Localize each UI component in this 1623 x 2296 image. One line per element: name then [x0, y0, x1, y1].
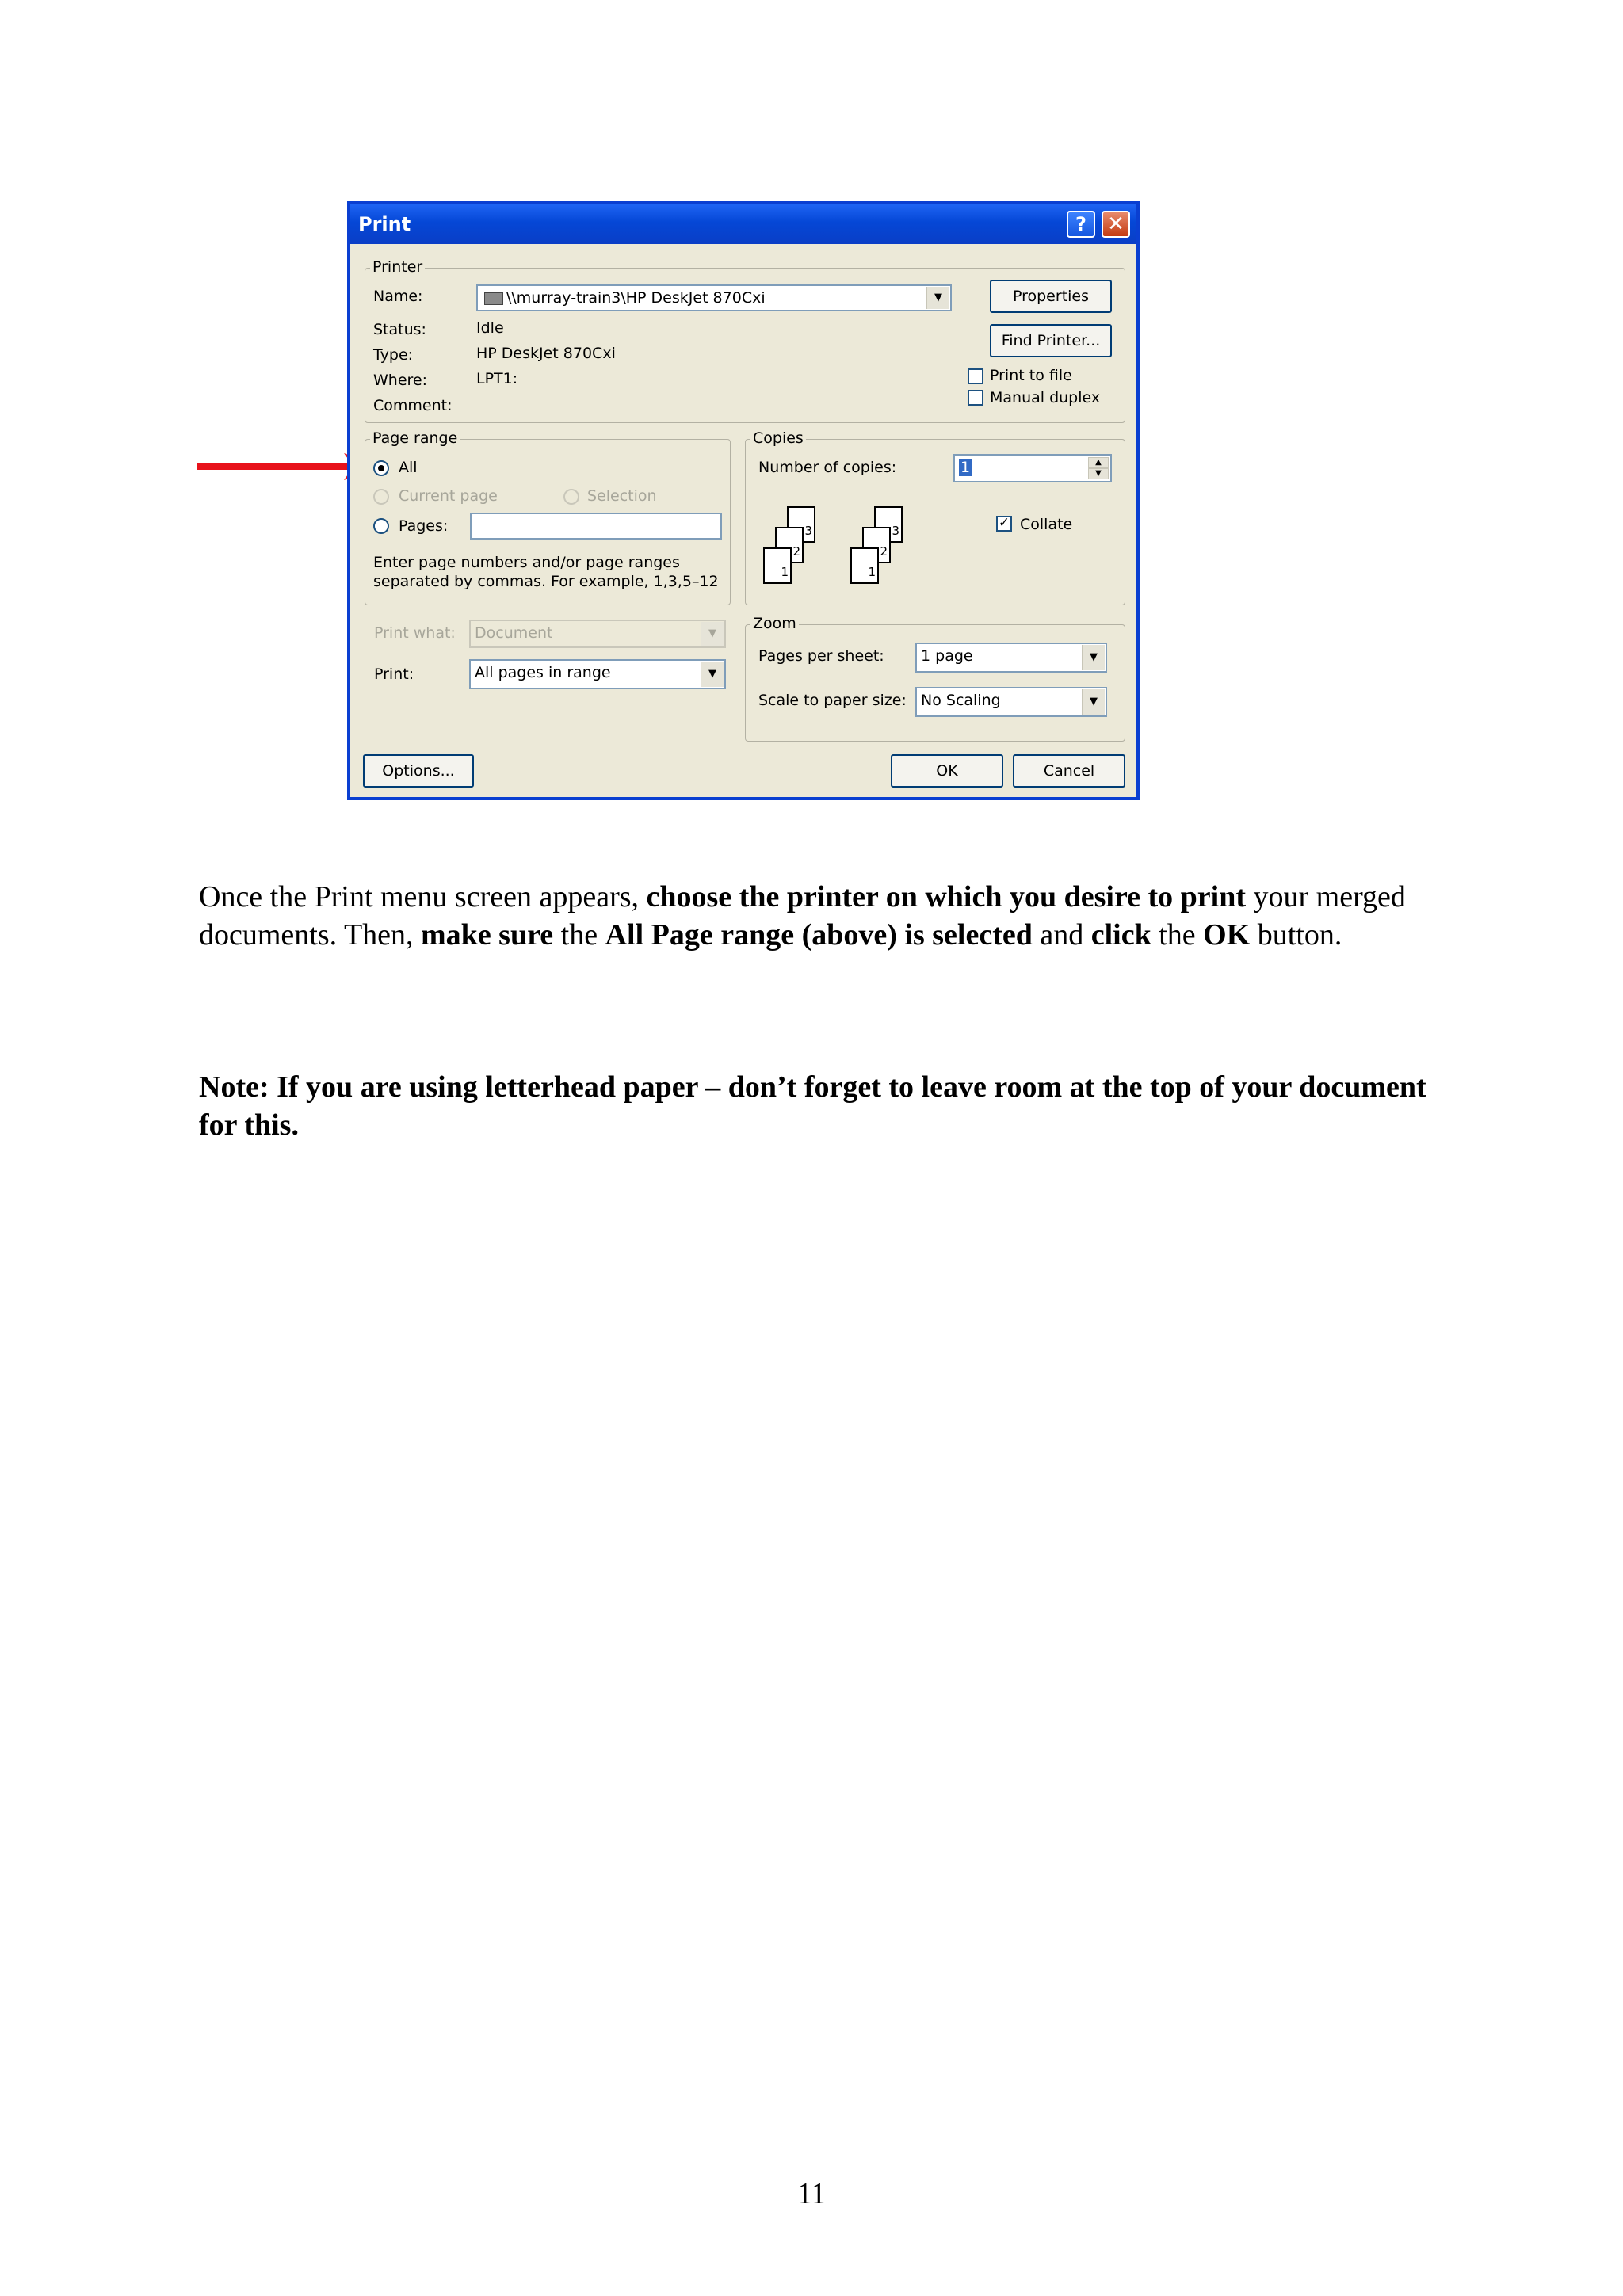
comment-label: Comment: [373, 397, 453, 414]
zoom-group [745, 615, 1125, 742]
number-of-copies-label: Number of copies: [758, 459, 897, 476]
printer-legend: Printer [370, 258, 425, 276]
pages-per-sheet-select[interactable] [915, 643, 1107, 673]
current-page-label: Current page [399, 487, 498, 505]
stack1-page-1: 1 [763, 547, 792, 584]
print-what-select[interactable] [469, 620, 726, 648]
p1-s3: the [553, 918, 605, 952]
zoom-legend: Zoom [750, 615, 799, 632]
scale-value: No Scaling [921, 692, 1001, 709]
status-label: Status: [373, 321, 426, 338]
p1-b4: click [1090, 918, 1151, 952]
scale-select[interactable] [915, 687, 1107, 717]
properties-button[interactable]: Properties [990, 280, 1112, 313]
number-of-copies-input[interactable] [953, 454, 1112, 482]
number-of-copies-value: 1 [960, 459, 971, 476]
print-what-label: Print what: [374, 624, 456, 642]
pages-per-sheet-label: Pages per sheet: [758, 647, 884, 665]
note-paragraph: Note: If you are using letterhead paper – don’t forget to leave room at the top of your document for this. [199, 1070, 1426, 1142]
close-icon: ✕ [1107, 212, 1125, 236]
p1-b3: All Page range (above) is selected [605, 918, 1033, 952]
copies-spinner[interactable]: ▲ ▼ [1088, 457, 1109, 479]
p1-b1: choose the printer on which you desire to print [646, 880, 1247, 913]
print-dialog [347, 201, 1140, 800]
collate-illustration [763, 506, 938, 593]
p1-s4: and [1032, 918, 1091, 952]
p1-b2: make sure [421, 918, 554, 952]
page-range-legend: Page range [370, 429, 460, 447]
radio-pages[interactable] [373, 518, 389, 534]
stack2-page-2: 2 [862, 527, 891, 563]
type-label: Type: [373, 346, 414, 364]
copies-group [745, 429, 1125, 605]
stack1-page-2: 2 [775, 527, 804, 563]
pages-label: Pages: [399, 517, 449, 535]
manual-duplex-label: Manual duplex [990, 389, 1101, 406]
status-value: Idle [476, 319, 504, 337]
chevron-down-icon: ▼ [1082, 645, 1105, 670]
scale-label: Scale to paper size: [758, 692, 907, 709]
ok-button[interactable]: OK [891, 754, 1003, 788]
print-to-file-label: Print to file [990, 367, 1072, 384]
page-range-hint-2: separated by commas. For example, 1,3,5–12 [373, 573, 719, 590]
radio-all-label: All [399, 459, 418, 476]
dialog-title: Print [358, 213, 411, 235]
close-button[interactable] [1102, 211, 1130, 238]
chevron-down-icon: ▼ [701, 662, 724, 687]
p1-s1: Once the Print menu screen appears, [199, 880, 647, 913]
where-label: Where: [373, 372, 428, 389]
printer-name-select[interactable] [476, 284, 952, 311]
where-value: LPT1: [476, 370, 518, 387]
page-range-hint-1: Enter page numbers and/or page ranges [373, 554, 680, 571]
help-button[interactable] [1067, 211, 1095, 238]
radio-current-page[interactable] [373, 489, 389, 505]
type-value: HP DeskJet 870Cxi [476, 345, 616, 362]
page-range-group [365, 429, 731, 605]
print-label: Print: [374, 666, 414, 683]
printer-name-value: \\murray-train3\HP DeskJet 870Cxi [506, 289, 766, 307]
p1-s6: button. [1250, 918, 1342, 952]
radio-selection[interactable] [563, 489, 579, 505]
title-bar [350, 204, 1136, 244]
cancel-button[interactable]: Cancel [1013, 754, 1125, 788]
pages-input[interactable] [470, 513, 722, 540]
radio-all[interactable] [373, 460, 389, 476]
stack2-page-3: 3 [874, 506, 903, 543]
printer-group [365, 258, 1125, 423]
manual-duplex-checkbox[interactable] [968, 390, 983, 406]
p1-b5: OK [1203, 918, 1251, 952]
page-number: 11 [796, 2177, 827, 2210]
print-select[interactable] [469, 659, 726, 689]
help-icon: ? [1075, 213, 1086, 235]
collate-label: Collate [1020, 516, 1073, 533]
pages-per-sheet-value: 1 page [921, 647, 973, 665]
print-value: All pages in range [475, 664, 611, 681]
instruction-paragraph [199, 878, 1435, 954]
collate-checkbox[interactable]: ✓ [996, 516, 1012, 532]
name-label: Name: [373, 288, 423, 305]
print-what-value: Document [475, 624, 553, 642]
stack1-page-3: 3 [787, 506, 815, 543]
options-button[interactable]: Options... [363, 754, 474, 788]
find-printer-button[interactable]: Find Printer... [990, 324, 1112, 357]
printer-icon [484, 292, 503, 305]
print-to-file-checkbox[interactable] [968, 368, 983, 384]
selection-label: Selection [587, 487, 657, 505]
chevron-down-icon: ▼ [1082, 689, 1105, 715]
p1-s5: the [1151, 918, 1204, 952]
chevron-down-icon: ▼ [701, 622, 724, 646]
chevron-down-icon: ▼ [926, 287, 949, 309]
copies-legend: Copies [750, 429, 806, 447]
p1-s2: your merged documents. Then, [199, 880, 1406, 952]
stack2-page-1: 1 [850, 547, 879, 584]
